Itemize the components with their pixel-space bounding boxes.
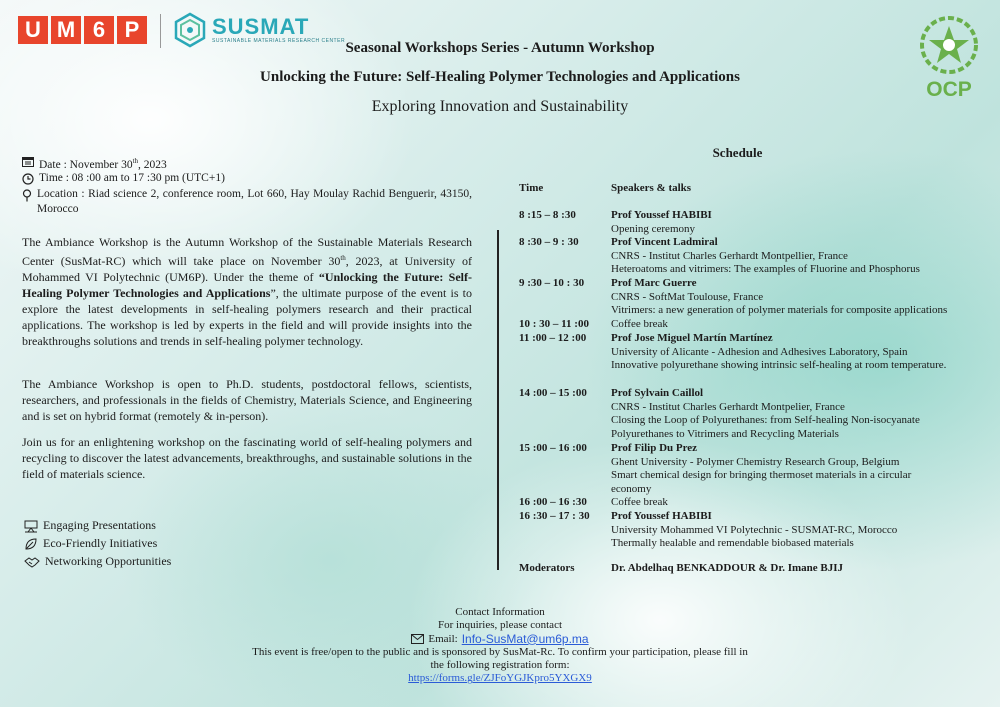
contact-footer bbox=[200, 606, 800, 686]
event-time bbox=[22, 171, 225, 186]
susmat-logo-subtitle: SUSTAINABLE MATERIALS RESEARCH CENTER bbox=[212, 38, 346, 44]
talk-line: University Mohammed VI Polytechnic - SUSMAT-RC, Morocco bbox=[611, 523, 898, 536]
timeline-line bbox=[497, 230, 499, 570]
talk-line: University of Alicante - Adhesion and Adhesives Laboratory, Spain bbox=[611, 345, 908, 358]
contact-inquiries: For inquiries, please contact bbox=[437, 619, 563, 632]
speaker-name: Prof Youssef HABIBI bbox=[611, 510, 712, 522]
speaker-name: Prof Youssef HABIBI bbox=[611, 209, 712, 221]
talk-line: Coffee break bbox=[611, 318, 668, 330]
schedule-entry bbox=[611, 236, 991, 277]
schedule-time: 15 :00 – 16 :00 bbox=[519, 442, 587, 454]
talk-line: Closing the Loop of Polyurethanes: from Self-healing Non-isocyanate bbox=[611, 414, 920, 426]
schedule-time: 8 :30 – 9 : 30 bbox=[519, 236, 579, 248]
feature-label: Networking Opportunities bbox=[45, 554, 172, 568]
ocp-logo-text: OCP bbox=[926, 78, 972, 101]
page-title: Unlocking the Future: Self-Healing Polymer Technologies and Applications bbox=[260, 69, 740, 85]
schedule-header-time: Time bbox=[519, 182, 544, 194]
schedule-entry bbox=[611, 442, 991, 496]
schedule-time: 10 : 30 – 11 :00 bbox=[519, 318, 589, 330]
description-text: The Ambiance Workshop is the Autumn Workshop of the Sustainable Materials Research Center (SusMat-RC) which will take place on November 30 bbox=[22, 235, 472, 268]
talk-line: economy bbox=[611, 482, 652, 495]
talk-line: Polyurethanes to Vitrimers and Recycling Materials bbox=[611, 427, 839, 440]
schedule-entry bbox=[611, 496, 991, 510]
schedule-time: 16 :30 – 17 : 30 bbox=[519, 510, 590, 522]
talk-line: Thermally healable and remendable biobased materials bbox=[611, 537, 854, 549]
talk-line: Innovative polyurethane showing intrinsic self-healing at room temperature. bbox=[611, 359, 947, 371]
schedule-entry bbox=[611, 318, 991, 332]
schedule-entry bbox=[611, 332, 991, 373]
schedule-entry bbox=[611, 277, 991, 318]
talk-line: Coffee break bbox=[611, 496, 668, 508]
calendar-icon bbox=[22, 156, 34, 167]
um6p-logo-letter: P bbox=[117, 16, 147, 44]
registration-form-link[interactable]: https://forms.gle/ZJFoYGJKpro5YXGX9 bbox=[408, 672, 592, 685]
talk-line: Smart chemical design for bringing thermoset materials in a circular bbox=[611, 469, 912, 481]
um6p-logo-letter: M bbox=[51, 16, 81, 44]
clock-icon bbox=[22, 173, 34, 185]
event-date-year: , 2023 bbox=[138, 158, 167, 171]
invitation-paragraph bbox=[22, 434, 472, 482]
sponsor-note: This event is free/open to the public and is sponsored by SusMat-Rc. To confirm your participation, please fill in bbox=[252, 645, 748, 658]
audience-text: The Ambiance Workshop is open to Ph.D. students, postdoctoral fellows, scientists, researchers, and professionals in the fields of Chemistry, Materials Science, and Engineering and is set on hybrid format (remotely & in-person). bbox=[22, 377, 472, 423]
feature-label: Engaging Presentations bbox=[43, 518, 156, 532]
description-text: ”, the ultimate purpose of the event is to explore the latest developments in self-healing polymers research and their practical applications. The workshop is led by experts in the field and will provide insights into the breakthroughs solutions and trends in self-healing polymer technology. bbox=[22, 286, 472, 348]
um6p-logo-letter: 6 bbox=[84, 16, 114, 44]
speaker-name: Prof Filip Du Prez bbox=[611, 442, 698, 454]
invitation-text: Join us for an enlightening workshop on the fascinating world of self-healing polymers and recycling to discover the latest advancements, breakthroughs, and sustainable solutions in the field of materials science. bbox=[22, 435, 472, 481]
speaker-name: Prof Jose Miguel Martín Martínez bbox=[611, 332, 773, 344]
schedule-time: 16 :00 – 16 :30 bbox=[519, 496, 587, 508]
date-ordinal: th bbox=[132, 157, 139, 165]
moderators-label: Moderators bbox=[519, 562, 575, 574]
susmat-logo-name: SUSMAT bbox=[212, 14, 310, 39]
date-ordinal: th bbox=[340, 254, 346, 262]
schedule-entry bbox=[611, 510, 991, 551]
email-label: Email: bbox=[428, 632, 458, 645]
leaf-icon bbox=[24, 537, 38, 551]
handshake-icon bbox=[24, 555, 40, 569]
event-location-text: Location : Riad science 2, conference room, Lot 660, Hay Moulay Rachid Benguerir, 43150, Morocco bbox=[37, 188, 472, 215]
talk-line: CNRS - Institut Charles Gerhardt Montpellier, France bbox=[611, 249, 848, 262]
schedule-time: 9 :30 – 10 : 30 bbox=[519, 277, 585, 289]
feature-item bbox=[24, 518, 156, 533]
moderators-names: Dr. Abdelhaq BENKADDOUR & Dr. Imane BJIJ bbox=[611, 562, 844, 574]
feature-item bbox=[24, 536, 157, 551]
series-title: Seasonal Workshops Series - Autumn Workshop bbox=[345, 40, 655, 56]
contact-title: Contact Information bbox=[455, 606, 545, 618]
feature-label: Eco-Friendly Initiatives bbox=[43, 536, 158, 550]
location-pin-icon bbox=[22, 189, 32, 202]
speaker-name: Prof Vincent Ladmiral bbox=[611, 236, 718, 248]
audience-paragraph bbox=[22, 376, 472, 424]
feature-item bbox=[24, 554, 171, 569]
event-date bbox=[22, 154, 167, 173]
event-location bbox=[22, 187, 472, 217]
talk-line: CNRS - Institut Charles Gerhardt Montpelier, France bbox=[611, 400, 845, 413]
registration-note: the following registration form: bbox=[430, 659, 570, 672]
ocp-logo bbox=[912, 14, 986, 106]
envelope-icon bbox=[411, 634, 424, 644]
talk-line: Ghent University - Polymer Chemistry Research Group, Belgium bbox=[611, 455, 900, 468]
schedule-time: 11 :00 – 12 :00 bbox=[519, 332, 587, 344]
schedule-time: 14 :00 – 15 :00 bbox=[519, 387, 587, 399]
um6p-logo-letter: U bbox=[18, 16, 48, 44]
talk-line: Heteroatoms and vitrimers: The examples of Fluorine and Phosphorus bbox=[611, 263, 920, 275]
description-paragraph bbox=[22, 234, 472, 349]
workshop-theme: “Unlocking the Future: Self-Healing Polymer Technologies and Applications bbox=[22, 270, 472, 300]
schedule-entry bbox=[611, 209, 991, 236]
schedule-entry bbox=[611, 387, 991, 441]
contact-email-row bbox=[200, 633, 800, 646]
talk-line: CNRS - SoftMat Toulouse, France bbox=[611, 290, 764, 303]
schedule-header-speakers: Speakers & talks bbox=[611, 182, 692, 194]
schedule-time: 8 :15 – 8 :30 bbox=[519, 209, 576, 221]
schedule-title: Schedule bbox=[712, 145, 763, 160]
event-date-text: Date : November 30 bbox=[39, 158, 133, 171]
talk-line: Vitrimers: a new generation of polymer materials for composite applications bbox=[611, 304, 948, 316]
speaker-name: Prof Sylvain Caillol bbox=[611, 387, 704, 399]
presentation-icon bbox=[24, 519, 38, 533]
speaker-name: Prof Marc Guerre bbox=[611, 277, 697, 289]
contact-email-link[interactable]: Info-SusMat@um6p.ma bbox=[461, 631, 589, 646]
talk-line: Opening ceremony bbox=[611, 222, 695, 235]
event-time-text: Time : 08 :00 am to 17 :30 pm (UTC+1) bbox=[39, 172, 225, 184]
page-subtitle: Exploring Innovation and Sustainability bbox=[371, 98, 629, 115]
description-text: , 2023, at University of Mohammed VI Polytechnic (UM6P). Under the theme of bbox=[22, 254, 472, 284]
